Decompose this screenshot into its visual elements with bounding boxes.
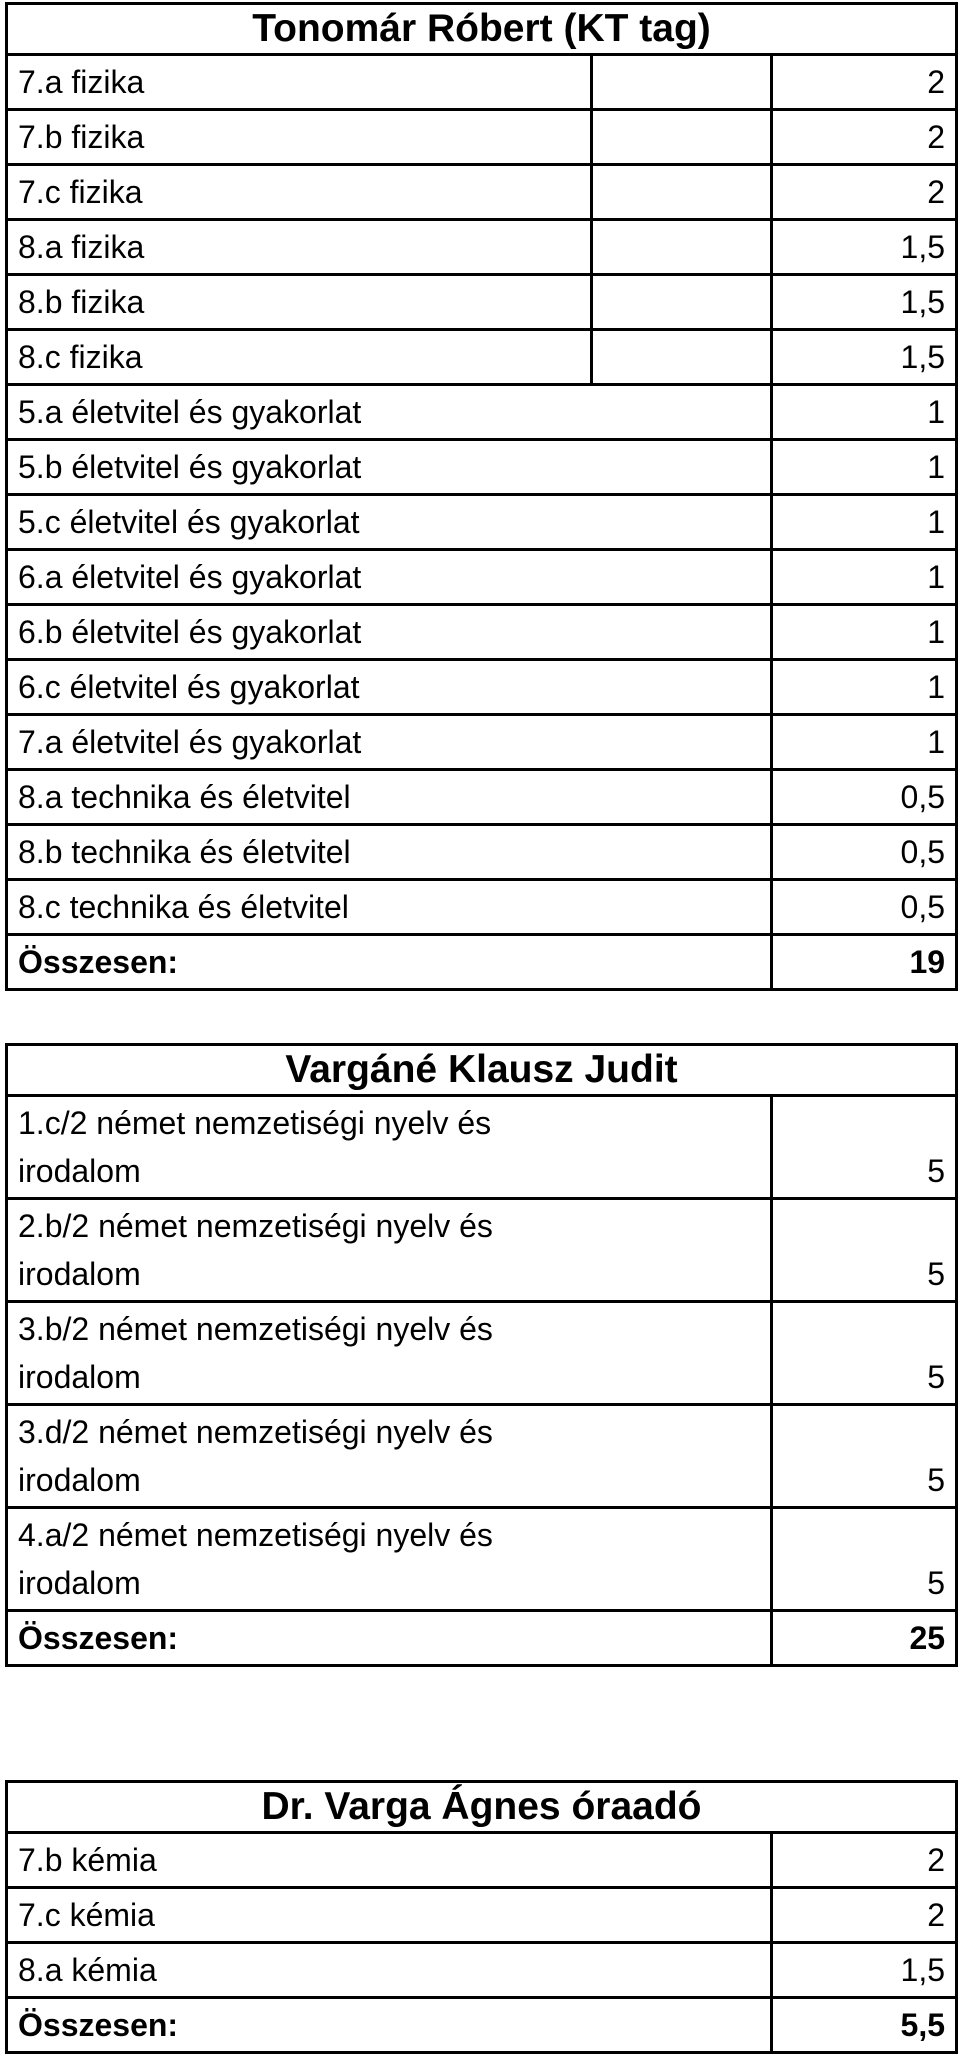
subject-cell: 8.c fizika: [7, 330, 592, 385]
blank-cell: [592, 715, 772, 770]
blank-cell: [592, 1611, 772, 1666]
hours-cell: 1: [772, 605, 957, 660]
blank-cell: [592, 1888, 772, 1943]
hours-cell: 5: [772, 1405, 957, 1508]
blank-cell: [592, 330, 772, 385]
hours-cell: 5: [772, 1302, 957, 1405]
hours-cell: 1: [772, 440, 957, 495]
total-value: 5,5: [772, 1998, 957, 2053]
subject-cell: 4.a/2 német nemzetiségi nyelv és irodalom: [7, 1508, 592, 1611]
blank-cell: [592, 55, 772, 110]
hours-cell: 5: [772, 1096, 957, 1199]
subject-cell: 3.b/2 német nemzetiségi nyelv és irodalom: [7, 1302, 592, 1405]
hours-cell: 2: [772, 1888, 957, 1943]
subject-cell: 7.a életvitel és gyakorlat: [7, 715, 592, 770]
subject-cell: 6.b életvitel és gyakorlat: [7, 605, 592, 660]
subject-cell: 6.a életvitel és gyakorlat: [7, 550, 592, 605]
subject-cell: 8.c technika és életvitel: [7, 880, 592, 935]
teacher-name: Vargáné Klausz Judit: [7, 1045, 957, 1096]
blank-cell: [592, 1998, 772, 2053]
blank-cell: [592, 1199, 772, 1302]
hours-cell: 1,5: [772, 275, 957, 330]
hours-cell: 1: [772, 385, 957, 440]
subject-cell: 8.b technika és életvitel: [7, 825, 592, 880]
subject-cell: 7.c kémia: [7, 1888, 592, 1943]
subject-cell: 3.d/2 német nemzetiségi nyelv és irodalom: [7, 1405, 592, 1508]
hours-cell: 5: [772, 1199, 957, 1302]
blank-cell: [592, 825, 772, 880]
hours-cell: 1,5: [772, 1943, 957, 1998]
subject-cell: 8.a technika és életvitel: [7, 770, 592, 825]
subject-cell: 7.b fizika: [7, 110, 592, 165]
hours-cell: 5: [772, 1508, 957, 1611]
subject-cell: 7.a fizika: [7, 55, 592, 110]
blank-cell: [592, 110, 772, 165]
hours-cell: 0,5: [772, 880, 957, 935]
blank-cell: [592, 550, 772, 605]
hours-cell: 1: [772, 715, 957, 770]
hours-cell: 2: [772, 165, 957, 220]
hours-cell: 1,5: [772, 330, 957, 385]
blank-cell: [592, 660, 772, 715]
blank-cell: [592, 165, 772, 220]
blank-cell: [592, 1508, 772, 1611]
blank-cell: [592, 605, 772, 660]
blank-cell: [592, 1405, 772, 1508]
subject-cell: 5.b életvitel és gyakorlat: [7, 440, 592, 495]
blank-cell: [592, 770, 772, 825]
hours-cell: 1,5: [772, 220, 957, 275]
hours-cell: 2: [772, 55, 957, 110]
total-value: 25: [772, 1611, 957, 1666]
blank-cell: [592, 385, 772, 440]
subject-cell: 2.b/2 német nemzetiségi nyelv és irodalom: [7, 1199, 592, 1302]
hours-cell: 1: [772, 550, 957, 605]
total-label: Összesen:: [7, 1611, 592, 1666]
subject-cell: 5.a életvitel és gyakorlat: [7, 385, 592, 440]
subject-cell: 8.a kémia: [7, 1943, 592, 1998]
subject-cell: 6.c életvitel és gyakorlat: [7, 660, 592, 715]
teacher-name: Tonomár Róbert (KT tag): [7, 4, 957, 55]
subject-cell: 1.c/2 német nemzetiségi nyelv és irodalom: [7, 1096, 592, 1199]
blank-cell: [592, 1943, 772, 1998]
subject-cell: 8.a fizika: [7, 220, 592, 275]
total-label: Összesen:: [7, 935, 592, 990]
blank-cell: [592, 275, 772, 330]
hours-cell: 1: [772, 660, 957, 715]
hours-cell: 2: [772, 1833, 957, 1888]
hours-cell: 2: [772, 110, 957, 165]
total-value: 19: [772, 935, 957, 990]
hours-cell: 1: [772, 495, 957, 550]
teacher-table-1: [5, 2, 955, 991]
blank-cell: [592, 1833, 772, 1888]
blank-cell: [592, 220, 772, 275]
subject-cell: 8.b fizika: [7, 275, 592, 330]
blank-cell: [592, 935, 772, 990]
teacher-table-3: [5, 1780, 955, 2054]
teacher-table-2: [5, 1043, 955, 1667]
blank-cell: [592, 1302, 772, 1405]
teacher-name: Dr. Varga Ágnes óraadó: [7, 1782, 957, 1833]
hours-cell: 0,5: [772, 770, 957, 825]
subject-cell: 7.b kémia: [7, 1833, 592, 1888]
total-label: Összesen:: [7, 1998, 592, 2053]
subject-cell: 5.c életvitel és gyakorlat: [7, 495, 592, 550]
hours-cell: 0,5: [772, 825, 957, 880]
blank-cell: [592, 495, 772, 550]
blank-cell: [592, 880, 772, 935]
blank-cell: [592, 1096, 772, 1199]
blank-cell: [592, 440, 772, 495]
subject-cell: 7.c fizika: [7, 165, 592, 220]
